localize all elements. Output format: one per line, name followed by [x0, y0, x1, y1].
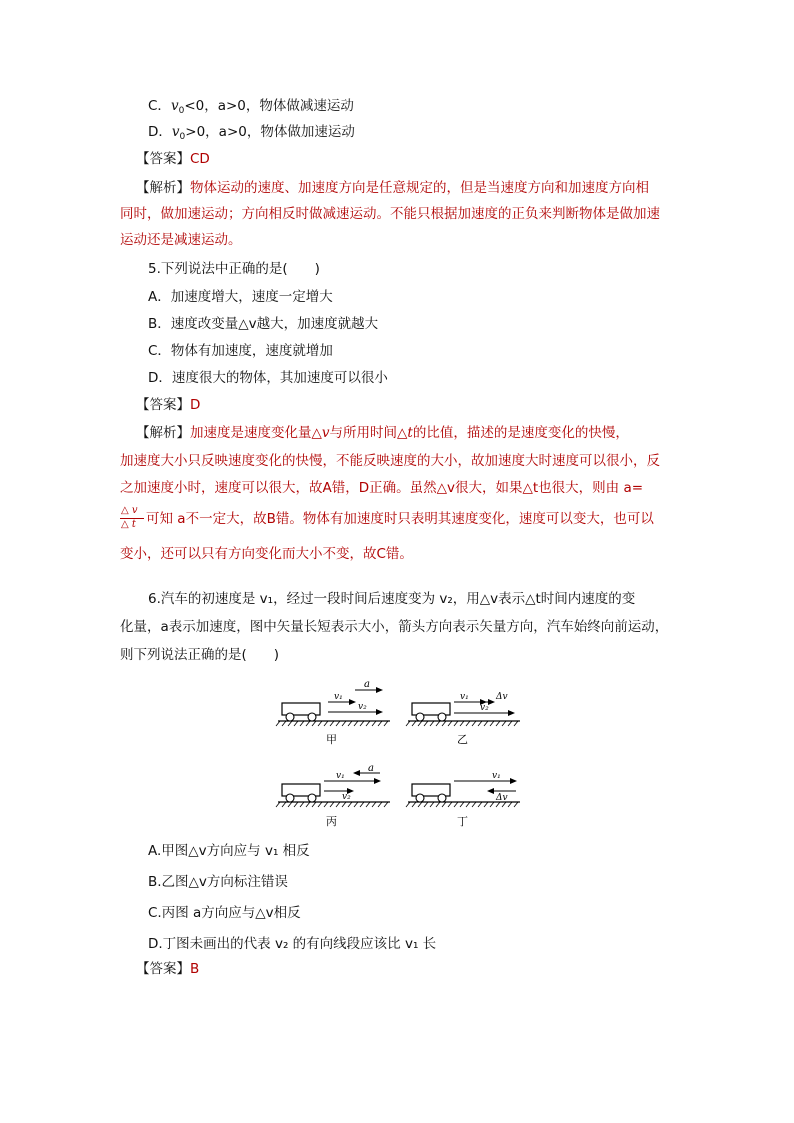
dv-label: Δv [496, 692, 508, 702]
analysis-text: 加速度是速度变化量△ [190, 425, 322, 441]
panel-label: 乙 [457, 733, 468, 746]
v-subscript: 0 [178, 106, 185, 116]
answer-value: D [190, 397, 201, 413]
a-label: a [364, 679, 370, 690]
v1-label: v₁ [336, 771, 345, 781]
car-wheel [416, 794, 424, 802]
q5-stem: 5.下列说法中正确的是( ) [148, 261, 320, 277]
q4-analysis-line-1 [136, 179, 649, 197]
q6-stem-line-2: 化量，a表示加速度，图中矢量长短表示大小，箭头方向表示矢量方向，汽车始终向前运动， [120, 619, 669, 635]
fraction-denominator: △ t [121, 519, 136, 530]
q5-analysis-line-5: 变小，还可以只有方向变化而大小不变，故C错。 [120, 546, 413, 562]
answer-value: B [190, 961, 200, 977]
panel-jia [276, 679, 390, 746]
option-prefix: D． [148, 124, 172, 140]
v2-label: v₂ [480, 703, 489, 713]
q6-option-c: C.丙图 a方向应与△v相反 [148, 905, 301, 921]
option-prefix: C． [148, 98, 171, 114]
q5-option-c: C．物体有加速度，速度就增加 [148, 343, 333, 359]
vector-figure [270, 672, 530, 832]
ground-hatch [276, 802, 388, 807]
q4-option-d [148, 123, 355, 146]
panel-yi [406, 692, 520, 746]
car-wheel [286, 794, 294, 802]
q5-option-d: D．速度很大的物体，其加速度可以很小 [148, 370, 388, 386]
v1-label: v₁ [334, 692, 343, 702]
q6-option-b: B.乙图△v方向标注错误 [148, 874, 288, 890]
panel-label: 丁 [457, 815, 468, 828]
analysis-text: 物体运动的速度、加速度方向是任意规定的，但是当速度方向和加速度方向相 [190, 180, 649, 196]
ground-hatch [276, 721, 388, 726]
panel-ding [406, 771, 520, 828]
q5-analysis-line-2: 加速度大小只反映速度变化的快慢，不能反映速度的大小，故加速度大时速度可以很小，反 [120, 453, 660, 469]
v1-label: v₁ [460, 692, 469, 702]
ground-hatch [406, 721, 518, 726]
q4-analysis-line-2: 同时，做加速运动；方向相反时做减速运动。不能只根据加速度的正负来判断物体是做加速 [120, 206, 660, 222]
analysis-text: 的比值，描述的是速度变化的快慢， [412, 425, 629, 441]
car-wheel [438, 794, 446, 802]
q5-option-a: A．加速度增大，速度一定增大 [148, 289, 333, 305]
v2-label: v₂ [358, 702, 367, 712]
q6-option-d: D.丁图未画出的代表 v₂ 的有向线段应该比 v₁ 长 [148, 936, 437, 952]
answer-label: 【答案】 [136, 961, 190, 977]
panel-label: 丙 [326, 815, 337, 828]
q6-answer [136, 960, 199, 978]
dv-label: Δv [496, 793, 508, 803]
q4-analysis-line-3: 运动还是减速运动。 [120, 232, 242, 248]
car-wheel [286, 713, 294, 721]
q4-answer [136, 150, 210, 168]
answer-label: 【答案】 [136, 397, 190, 413]
v-symbol: v [321, 425, 330, 441]
car-wheel [438, 713, 446, 721]
option-text: <0，a>0，物体做减速运动 [184, 98, 354, 114]
q5-analysis-line-3: 之加速度小时，速度可以很大，故A错，D正确。虽然△v很大，如果△t也很大，则由 a= [120, 480, 644, 496]
analysis-label: 【解析】 [136, 180, 190, 196]
car-wheel [308, 713, 316, 721]
a-label: a [368, 763, 374, 774]
v2-label: v₂ [342, 792, 351, 802]
v-symbol: v [171, 124, 180, 140]
q6-stem-line-3: 则下列说法正确的是( ) [120, 647, 280, 663]
analysis-label: 【解析】 [136, 425, 190, 441]
car-wheel [416, 713, 424, 721]
q5-answer [136, 396, 200, 414]
option-text: >0，a>0，物体做加速运动 [185, 124, 355, 140]
analysis-text: 与所用时间△ [329, 425, 408, 441]
q6-option-a: A.甲图△v方向应与 v₁ 相反 [148, 843, 310, 859]
car-wheel [308, 794, 316, 802]
q6-stem-line-1: 6.汽车的初速度是 v₁，经过一段时间后速度变为 v₂，用△v表示△t时间内速度的变 [148, 591, 636, 607]
q4-option-c [148, 97, 354, 120]
v1-label: v₁ [492, 771, 501, 781]
t-symbol: t [407, 425, 413, 441]
fraction-numerator: △ v [121, 505, 138, 516]
q5-analysis-line-4: 可知 a不一定大，故B错。物体有加速度时只表明其速度变化，速度可以变大，也可以 [146, 511, 654, 527]
answer-label: 【答案】 [136, 151, 190, 167]
v-symbol: v [170, 98, 179, 114]
answer-value: CD [190, 151, 210, 167]
q5-analysis-line-1 [136, 424, 629, 442]
q5-option-b: B．速度改变量△v越大，加速度就越大 [148, 316, 379, 332]
panel-label: 甲 [326, 733, 337, 746]
panel-bing [276, 763, 390, 828]
v-subscript: 0 [179, 132, 186, 142]
